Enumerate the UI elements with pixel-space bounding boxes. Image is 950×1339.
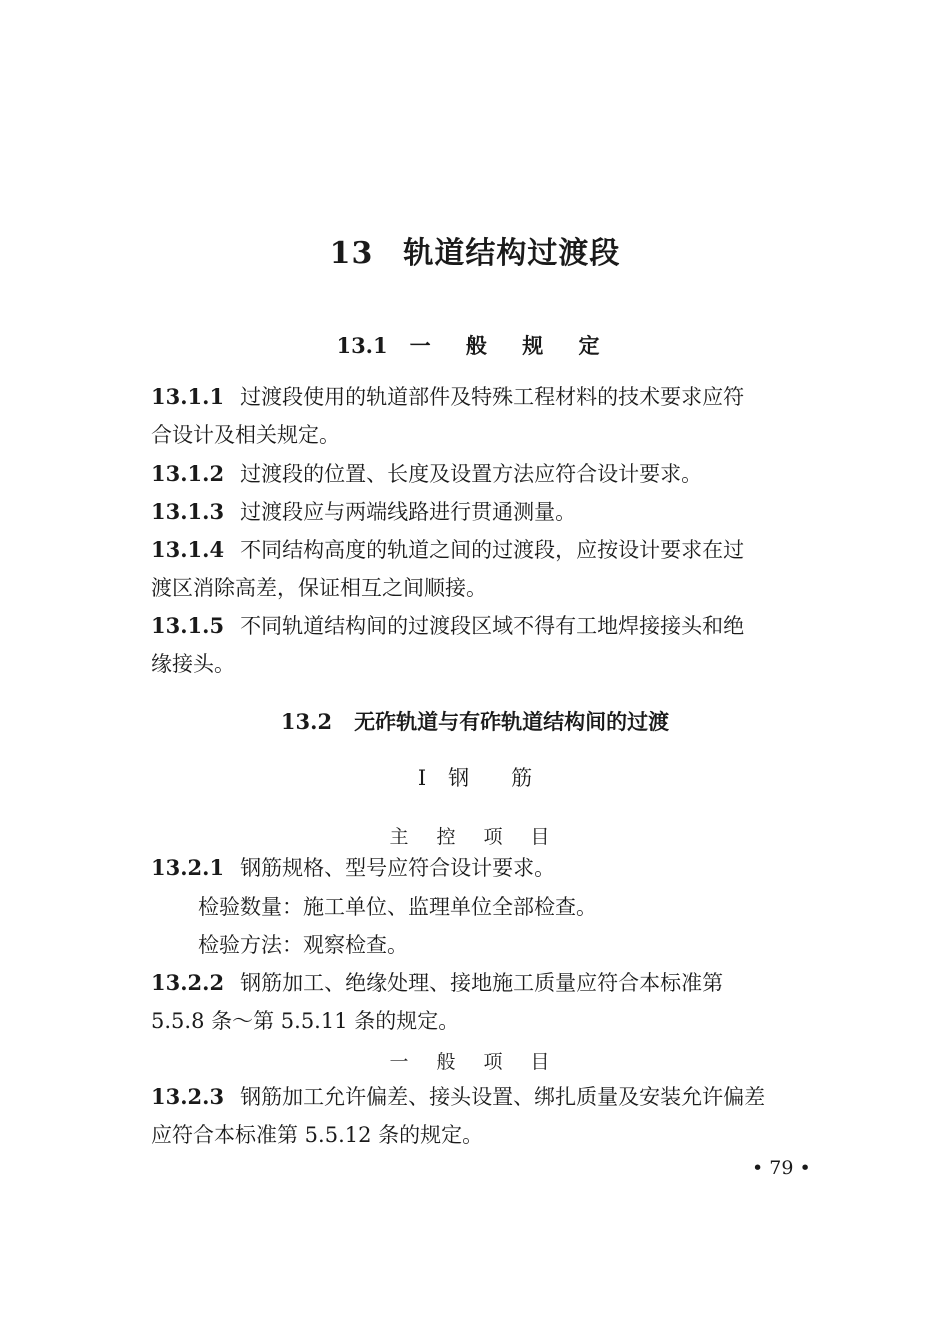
clause-13-1-2 [151, 455, 702, 493]
clause-text-cont: 缘接头。 [151, 652, 235, 676]
clause-text: 钢筋加工允许偏差、接头设置、绑扎质量及安装允许偏差 [240, 1085, 766, 1109]
section-title: 一 般 规 定 [409, 334, 614, 358]
clause-number: 13.1.1 [151, 384, 225, 409]
clause-number: 13.1.5 [151, 613, 225, 638]
part-title: 钢 筋 [448, 766, 533, 790]
section-number: 13.1 [336, 333, 388, 358]
clause-text-cont: 5.5.8 条～第 5.5.11 条的规定。 [151, 1009, 460, 1033]
chapter-title [0, 228, 950, 272]
clause-text: 不同轨道结构间的过渡段区域不得有工地焊接接头和绝 [240, 614, 745, 638]
clause-number: 13.1.3 [151, 499, 225, 524]
clause-13-2-2 [151, 964, 723, 1002]
clause-text: 钢筋加工、绝缘处理、接地施工质量应符合本标准第 [240, 971, 724, 995]
main-items-heading: 主 控 项 目 [389, 826, 561, 848]
clause-number: 13.2.2 [151, 970, 225, 995]
clause-number: 13.2.3 [151, 1084, 225, 1109]
clause-13-1-5 [151, 607, 744, 645]
inspection-method: 检验方法：观察检查。 [198, 933, 408, 957]
section-heading [0, 330, 950, 360]
inspection-quantity: 检验数量：施工单位、监理单位全部检查。 [198, 895, 597, 919]
clause-13-2-3 [151, 1078, 765, 1116]
section-heading [0, 706, 950, 736]
clause-text-cont: 渡区消除高差，保证相互之间顺接。 [151, 576, 487, 600]
clause-13-1-3 [151, 493, 576, 531]
general-items-heading: 一 般 项 目 [389, 1051, 561, 1073]
clause-text: 不同结构高度的轨道之间的过渡段，应按设计要求在过 [240, 538, 745, 562]
clause-text: 钢筋规格、型号应符合设计要求。 [240, 856, 556, 880]
clause-number: 13.2.1 [151, 855, 225, 880]
part-roman: Ⅰ [417, 766, 427, 790]
clause-13-1-1 [151, 378, 744, 416]
clause-text: 过渡段的位置、长度及设置方法应符合设计要求。 [240, 462, 703, 486]
clause-text: 过渡段应与两端线路进行贯通测量。 [240, 500, 577, 524]
section-number: 13.2 [280, 709, 333, 734]
part-heading [0, 762, 950, 792]
chapter-number: 13 [329, 236, 374, 271]
clause-number: 13.1.4 [151, 537, 225, 562]
clause-text-cont: 应符合本标准第 5.5.12 条的规定。 [151, 1123, 484, 1147]
page-number: • 79 • [752, 1157, 811, 1179]
clause-13-1-4 [151, 531, 744, 569]
chapter-title-text: 轨道结构过渡段 [403, 236, 621, 271]
section-title: 无砟轨道与有砟轨道结构间的过渡 [354, 710, 670, 734]
clause-number: 13.1.2 [151, 461, 225, 486]
clause-13-2-1 [151, 849, 555, 887]
clause-text-cont: 合设计及相关规定。 [151, 423, 340, 447]
clause-text: 过渡段使用的轨道部件及特殊工程材料的技术要求应符 [240, 385, 745, 409]
